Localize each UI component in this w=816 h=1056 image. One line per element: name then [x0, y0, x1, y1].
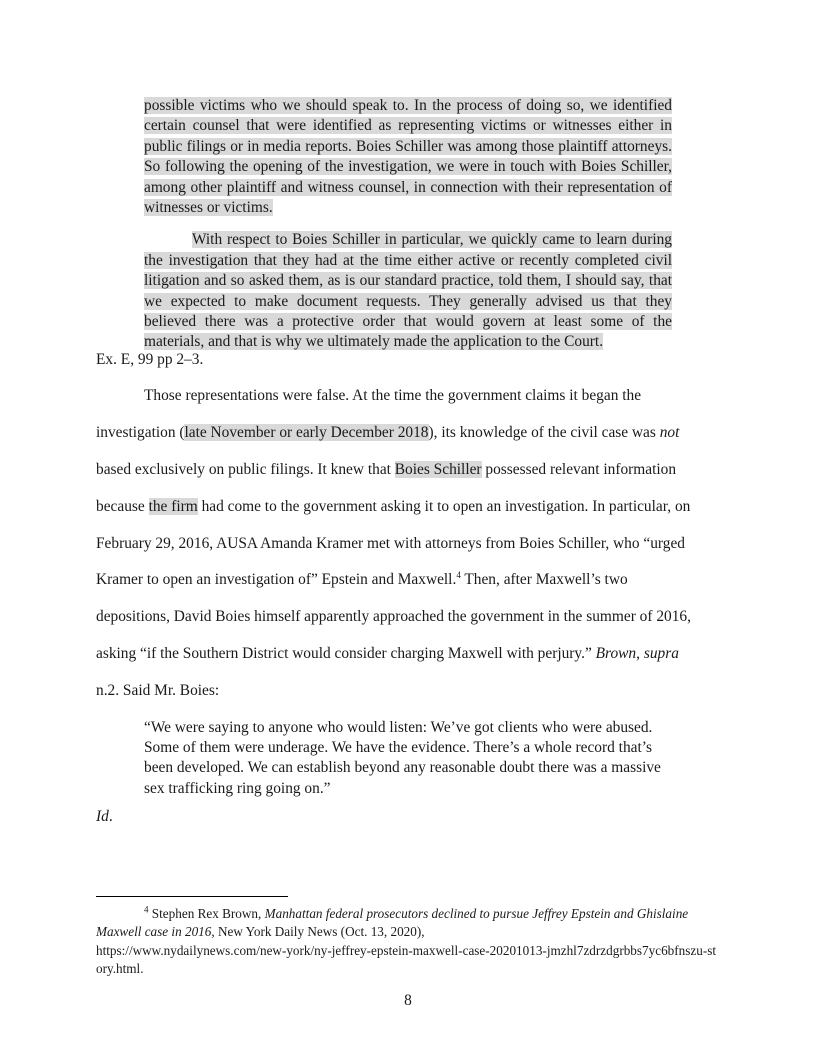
body-line-1: Those representations were false. At the time the government claims it began the: [144, 387, 642, 404]
body-line-6: [96, 570, 628, 590]
article-title: Manhattan federal prosecutors declined to pursue Jeffrey Epstein and Ghislaine Maxwell case in 2016: [96, 906, 689, 940]
block-quote-testimony: [144, 96, 672, 353]
id-citation: [96, 807, 113, 827]
body-line-2: [96, 423, 679, 443]
footnote-separator: [96, 896, 288, 897]
footnote-reference[interactable]: 4: [456, 569, 461, 580]
text: Kramer to open an investigation of” Epstein and Maxwell.: [96, 571, 457, 588]
emphasis: supra: [643, 645, 679, 662]
page-number: 8: [404, 992, 412, 1009]
highlighted-text: Boies Schiller: [394, 461, 482, 478]
body-line-7: depositions, David Boies himself apparently approached the government in the summer of 2016,: [96, 608, 691, 625]
text: based exclusively on public filings. It knew that: [96, 461, 395, 478]
text: possessed relevant information: [481, 461, 677, 478]
footnote-url[interactable]: https://www.nydailynews.com/new-york/ny-jeffrey-epstein-maxwell-case-20201013-jmzhl7zdrzdgrbbs7yc6bfnszu-story.html.: [96, 942, 717, 977]
emphasis: Brown: [595, 645, 637, 662]
footnote-4: [96, 905, 716, 979]
text: ,: [636, 645, 644, 662]
text: , New York Daily News (Oct. 13, 2020),: [211, 924, 425, 940]
exhibit-citation: Ex. E, 99 pp 2–3.: [96, 351, 204, 368]
footnote-number: 4: [144, 904, 149, 915]
text: ), its knowledge of the civil case was: [428, 424, 660, 441]
highlighted-text: With respect to Boies Schiller in particular, we quickly came to learn during the investigation that they had at the time either active or recently completed civil litigation and so asked them, as is our standard practice, told them, I should say, that we expected to make document requests. They generally advised us that they believed there was a protective order that would govern at least some of the materials, and that is why we ultimately made the application to the Court.: [144, 231, 672, 351]
body-line-8: [96, 644, 679, 664]
footnote-text: [96, 905, 716, 942]
text: asking “if the Southern District would consider charging Maxwell with perjury.”: [96, 645, 596, 662]
highlighted-text: the firm: [148, 498, 198, 515]
body-line-9: n.2. Said Mr. Boies:: [96, 682, 220, 699]
text: investigation (: [96, 424, 185, 441]
emphasis: not: [659, 424, 680, 441]
quote-paragraph-1: [144, 96, 672, 218]
text: had come to the government asking it to open an investigation. In particular, on: [197, 498, 691, 515]
text: .: [108, 808, 113, 825]
highlighted-text: possible victims who we should speak to. In the process of doing so, we identified certain counsel that were identified as representing victims or witnesses either in public filings or in media reports. Boies Schiller was among those plaintiff attorneys. So following the opening of the investigation, we were in touch with Boies Schiller, among other plaintiff and witness counsel, in connection with their representation of witnesses or victims.: [144, 97, 672, 217]
text: Stephen Rex Brown,: [148, 906, 265, 921]
body-line-3: [96, 460, 676, 480]
body-line-5: February 29, 2016, AUSA Amanda Kramer met with attorneys from Boies Schiller, who “urged: [96, 535, 685, 552]
block-quote-boies: “We were saying to anyone who would listen: We’ve got clients who were abused. Some of them were underage. We have the evidence. There’s a whole record that’s been developed. We can establish beyond any reasonable doubt there was a massive sex trafficking ring going on.”: [144, 719, 661, 797]
text: Then, after Maxwell’s two: [460, 571, 628, 588]
body-line-4: [96, 497, 690, 517]
text: because: [96, 498, 149, 515]
quote-paragraph-2: [144, 230, 672, 352]
emphasis: Id: [96, 808, 109, 825]
highlighted-text: late November or early December 2018: [184, 424, 429, 441]
